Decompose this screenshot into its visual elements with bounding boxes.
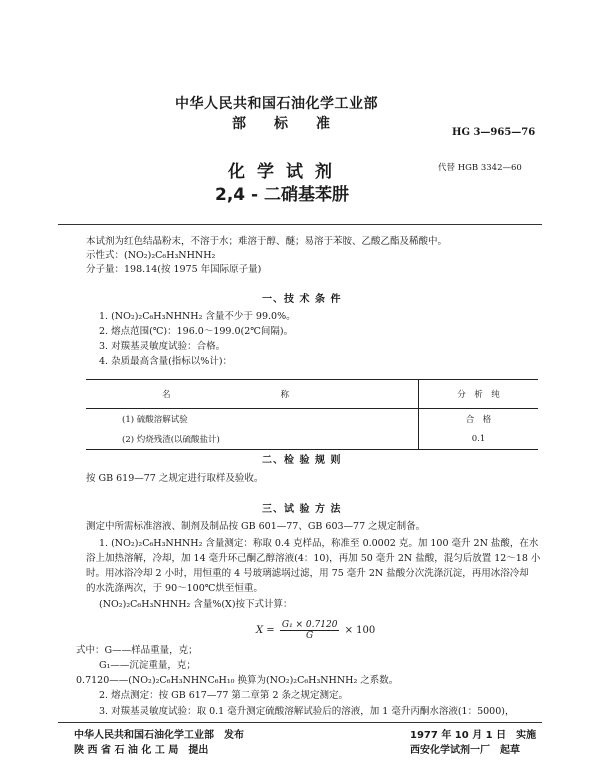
assay-line: 1. (NO₂)₂C₆H₃NHNH₂ 含量测定：称取 0.4 克样品，称准至 0.0002 克。加 100 毫升 2N 盐酸，在水	[99, 538, 539, 549]
effective-date: 1977 年 10 月 1 日 实施	[410, 730, 537, 741]
spec-item: 2. 熔点范围(℃)：196.0～199.0(2℃间隔)。	[99, 326, 294, 337]
where-line: 0.7120——(NO₂)₂C₆H₃NHNC₆H₁₀ 换算为(NO₂)₂C₆H₃NHNH₂ 之系数。	[76, 675, 399, 686]
where-line: 式中：G——样品重量，克；	[76, 645, 198, 656]
molecular-weight: 分子量：198.14(按 1975 年国际原子量)	[86, 264, 262, 275]
table-cell-value: 0.1	[419, 429, 539, 450]
equation-numerator: G₁ × 0.7120	[281, 620, 338, 630]
section-title-inspection: 二、检 验 规 则	[262, 455, 342, 466]
level-char: 标	[274, 116, 288, 132]
title-char: 化	[228, 162, 245, 182]
title-char: 学	[257, 162, 274, 182]
title-char: 剂	[315, 162, 332, 182]
where-line: G₁——沉淀重量，克；	[99, 660, 196, 671]
standard-level	[232, 113, 358, 133]
level-char: 部	[232, 116, 246, 132]
calc-intro: (NO₂)₂C₆H₃NHNH₂ 含量%(X)按下式计算：	[99, 599, 293, 610]
drafted-by: 西安化学试剂一厂 起草	[410, 745, 520, 756]
table-header-grade: 分 析 纯	[419, 380, 539, 409]
table-header-name: 名 称	[86, 380, 419, 409]
standard-code: HG 3—965—76	[452, 127, 536, 138]
table-row	[86, 409, 538, 430]
table-row	[86, 429, 538, 450]
spec-item: 4. 杂质最高含量(指标以%计)：	[99, 356, 233, 367]
structural-formula: 示性式：(NO₂)₂C₆H₃NHNH₂	[86, 250, 216, 261]
spec-item: 3. 对羰基灵敏度试验：合格。	[99, 341, 226, 352]
melting-point-method: 2. 熔点测定：按 GB 617—77 第二章第 2 条之规定测定。	[99, 690, 349, 701]
ministry-title: 中华人民共和国石油化学工业部	[175, 96, 378, 112]
title-char: 试	[286, 162, 303, 182]
document-title	[228, 157, 344, 182]
proposed-by: 陕 西 省 石 油 化 工 局 提出	[74, 745, 209, 756]
footer-divider	[58, 722, 542, 723]
spec-item: 1. (NO₂)₂C₆H₃NHNH₂ 含量不少于 99.0%。	[99, 311, 296, 322]
issued-by: 中华人民共和国石油化学工业部 发布	[74, 730, 244, 741]
table-header-row	[86, 380, 538, 409]
impurity-table	[86, 379, 538, 450]
level-char: 准	[316, 116, 330, 132]
equation-lhs: X =	[256, 625, 275, 636]
equation-fraction	[280, 620, 340, 641]
assay-line: 浴上加热溶解，冷却，加 14 毫升环己酮乙醇溶液(4：10)，再加 50 毫升 2N 盐酸，混匀后放置 12～18 小	[86, 553, 541, 564]
header-divider	[58, 224, 542, 225]
replaces-standard: 代替 HGB 3342—60	[438, 163, 522, 173]
document-subtitle: 2,4 - 二硝基苯肼	[215, 185, 350, 205]
section-title-technical: 一、技 术 条 件	[262, 294, 342, 305]
table-cell-value: 合 格	[465, 415, 492, 425]
test-intro: 测定中所需标准溶液、制剂及制品按 GB 601—77、GB 603—77 之规定制备。	[86, 521, 426, 532]
table-cell-name: (2) 灼烧残渣(以硫酸盐计)	[86, 429, 419, 450]
table-cell-name: (1) 硫酸溶解试验	[86, 409, 419, 430]
assay-line: 的水洗涤两次，于 90～100℃烘至恒重。	[86, 583, 263, 594]
description: 本试剂为红色结晶粉末，不溶于水；难溶于醇、醚；易溶于苯胺、乙酸乙酯及稀酸中。	[86, 236, 448, 247]
equation-denominator: G	[306, 631, 314, 641]
calculation-equation	[256, 620, 375, 641]
carbonyl-test-method: 3. 对羰基灵敏度试验：取 0.1 毫升测定硫酸溶解试验后的溶液，加 1 毫升丙酮水溶液(1：5000)，	[99, 706, 515, 717]
section-title-test-methods: 三、试 验 方 法	[262, 504, 342, 515]
equation-tail: × 100	[344, 625, 376, 636]
assay-line: 时。用冰浴冷却 2 小时，用恒重的 4 号玻璃滤埚过滤，用 75 毫升 2N 盐酸分次洗涤沉淀，再用冰浴冷却	[86, 568, 529, 579]
inspection-text: 按 GB 619—77 之规定进行取样及验收。	[86, 473, 264, 484]
